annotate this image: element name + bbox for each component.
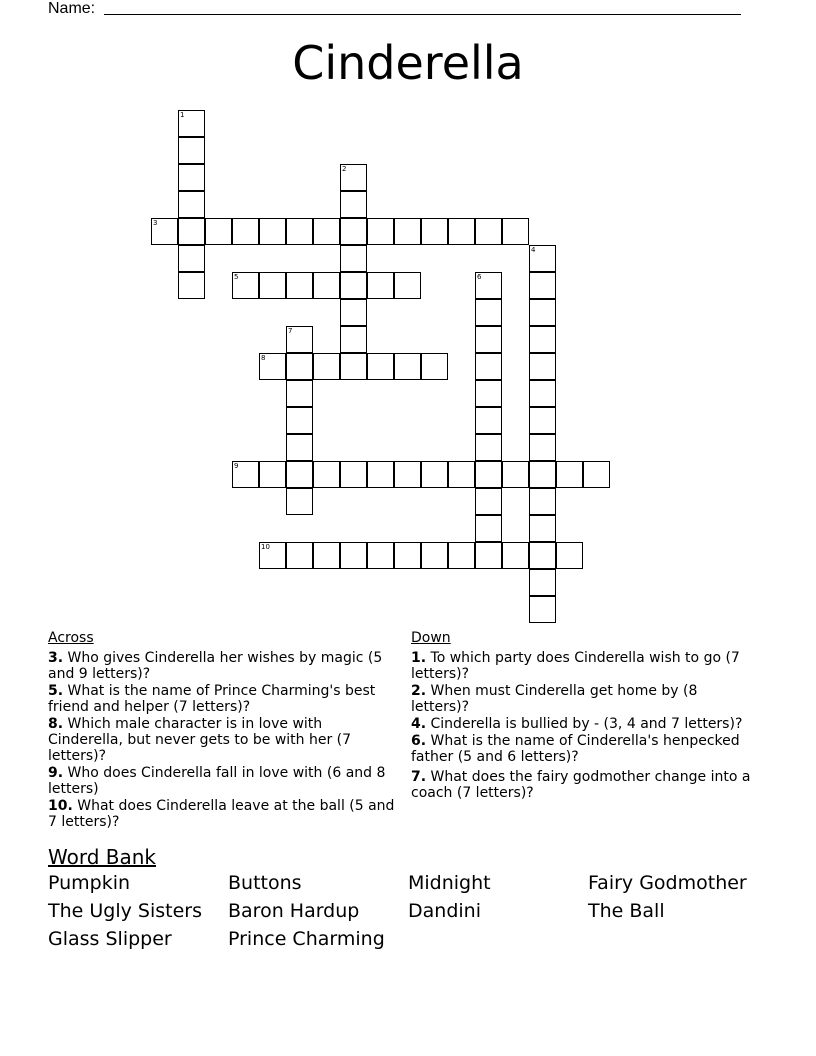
clue-number-label: 9 — [234, 462, 239, 470]
crossword-cell[interactable] — [556, 461, 583, 488]
crossword-cell[interactable] — [529, 461, 556, 488]
crossword-cell[interactable] — [475, 380, 502, 407]
across-clues — [48, 630, 396, 831]
crossword-cell[interactable] — [448, 218, 475, 245]
clue-number-label: 8 — [261, 354, 266, 362]
word-bank-item: Buttons — [228, 872, 302, 894]
crossword-cell[interactable] — [502, 542, 529, 569]
crossword-cell[interactable] — [421, 461, 448, 488]
crossword-cell[interactable] — [286, 407, 313, 434]
crossword-cell[interactable] — [286, 542, 313, 569]
crossword-cell[interactable] — [259, 218, 286, 245]
clue-text: Which male character is in love with Cinderella, but never gets to be with her (7 letters)? — [48, 716, 352, 764]
crossword-cell[interactable] — [259, 461, 286, 488]
clue-text: To which party does Cinderella wish to go (7 letters)? — [411, 650, 740, 682]
clue-number: 7. — [411, 769, 427, 785]
clue-across-10 — [48, 798, 396, 830]
word-bank-item: Fairy Godmother — [588, 872, 747, 894]
crossword-cell[interactable] — [367, 353, 394, 380]
crossword-cell[interactable] — [529, 434, 556, 461]
crossword-cell[interactable] — [340, 272, 367, 299]
clue-number-label: 7 — [288, 327, 293, 335]
crossword-cell[interactable] — [394, 461, 421, 488]
crossword-cell[interactable] — [394, 353, 421, 380]
crossword-cell[interactable] — [475, 407, 502, 434]
crossword-cell[interactable] — [178, 137, 205, 164]
clue-text: What is the name of Cinderella's henpecked father (5 and 6 letters)? — [411, 733, 740, 765]
crossword-cell[interactable] — [232, 272, 259, 299]
crossword-cell[interactable] — [286, 272, 313, 299]
clue-number-label: 2 — [342, 165, 347, 173]
crossword-cell[interactable] — [340, 299, 367, 326]
crossword-cell[interactable] — [529, 353, 556, 380]
crossword-cell[interactable] — [475, 326, 502, 353]
word-bank-heading: Word Bank — [48, 845, 156, 869]
clue-across-9 — [48, 765, 396, 797]
word-bank-item: Prince Charming — [228, 928, 385, 950]
crossword-cell[interactable] — [286, 434, 313, 461]
crossword-cell[interactable] — [583, 461, 610, 488]
crossword-cell[interactable] — [394, 272, 421, 299]
word-bank-item: Baron Hardup — [228, 900, 360, 922]
clue-number-label: 4 — [531, 246, 536, 254]
crossword-cell[interactable] — [529, 407, 556, 434]
crossword-cell[interactable] — [529, 272, 556, 299]
crossword-cell[interactable] — [259, 272, 286, 299]
crossword-cell[interactable] — [313, 353, 340, 380]
across-heading: Across — [48, 630, 94, 646]
clue-number-label: 10 — [261, 543, 270, 551]
crossword-cell[interactable] — [178, 272, 205, 299]
crossword-cell[interactable] — [475, 434, 502, 461]
crossword-cell[interactable] — [448, 461, 475, 488]
crossword-cell[interactable] — [340, 326, 367, 353]
clue-number: 4. — [411, 716, 427, 732]
crossword-cell[interactable] — [340, 353, 367, 380]
crossword-cell[interactable] — [340, 164, 367, 191]
clue-across-3 — [48, 650, 396, 682]
page-title: Cinderella — [292, 36, 524, 90]
crossword-cell[interactable] — [286, 218, 313, 245]
crossword-cell[interactable] — [313, 218, 340, 245]
crossword-cell[interactable] — [178, 245, 205, 272]
crossword-cell[interactable] — [340, 461, 367, 488]
crossword-cell[interactable] — [367, 272, 394, 299]
clue-down-2 — [411, 683, 759, 715]
down-clues — [411, 630, 759, 802]
clue-down-4 — [411, 716, 759, 732]
clue-number-label: 3 — [153, 219, 158, 227]
name-label: Name: — [48, 0, 96, 17]
crossword-cell[interactable] — [448, 542, 475, 569]
down-heading: Down — [411, 630, 451, 646]
crossword-cell[interactable] — [556, 542, 583, 569]
clue-number: 2. — [411, 683, 427, 699]
clue-number-label: 1 — [180, 111, 185, 119]
crossword-cell[interactable] — [286, 488, 313, 515]
clue-text: Who does Cinderella fall in love with (6 and 8 letters) — [48, 765, 386, 797]
crossword-cell[interactable] — [151, 218, 178, 245]
crossword-cell[interactable] — [286, 353, 313, 380]
word-bank-item: Pumpkin — [48, 872, 131, 894]
crossword-cell[interactable] — [259, 542, 286, 569]
word-bank-item: The Ball — [588, 900, 665, 922]
crossword-cell[interactable] — [313, 272, 340, 299]
crossword-cell[interactable] — [286, 461, 313, 488]
crossword-cell[interactable] — [340, 218, 367, 245]
crossword-cell[interactable] — [475, 461, 502, 488]
crossword-cell[interactable] — [286, 380, 313, 407]
crossword-cell[interactable] — [529, 596, 556, 623]
crossword-cell[interactable] — [421, 353, 448, 380]
crossword-cell[interactable] — [502, 218, 529, 245]
crossword-cell[interactable] — [313, 542, 340, 569]
crossword-cell[interactable] — [178, 164, 205, 191]
clue-text: What does the fairy godmother change into a coach (7 letters)? — [411, 769, 751, 801]
crossword-cell[interactable] — [529, 542, 556, 569]
crossword-cell[interactable] — [340, 542, 367, 569]
crossword-cell[interactable] — [421, 218, 448, 245]
crossword-cell[interactable] — [232, 461, 259, 488]
crossword-cell[interactable] — [529, 380, 556, 407]
crossword-cell[interactable] — [475, 299, 502, 326]
clue-number-label: 5 — [234, 273, 239, 281]
crossword-cell[interactable] — [340, 245, 367, 272]
clue-across-5 — [48, 683, 396, 715]
crossword-cell[interactable] — [529, 326, 556, 353]
crossword-cell[interactable] — [394, 218, 421, 245]
clue-text: What does Cinderella leave at the ball (5 and 7 letters)? — [48, 798, 395, 830]
crossword-cell[interactable] — [529, 245, 556, 272]
clue-text: What is the name of Prince Charming's best friend and helper (7 letters)? — [48, 683, 376, 715]
crossword-cell[interactable] — [475, 542, 502, 569]
crossword-cell[interactable] — [529, 299, 556, 326]
clue-across-8 — [48, 716, 396, 764]
word-bank — [48, 872, 788, 950]
clue-text: When must Cinderella get home by (8 letters)? — [411, 683, 698, 715]
word-bank-item: Glass Slipper — [48, 928, 172, 950]
clue-down-6 — [411, 733, 759, 765]
crossword-cell[interactable] — [475, 272, 502, 299]
crossword-cell[interactable] — [529, 488, 556, 515]
clue-number: 8. — [48, 716, 64, 732]
crossword-cell[interactable] — [475, 353, 502, 380]
clue-number: 9. — [48, 765, 64, 781]
clue-number: 10. — [48, 798, 73, 814]
crossword-cell[interactable] — [394, 542, 421, 569]
crossword-cell[interactable] — [367, 461, 394, 488]
clue-number: 6. — [411, 733, 427, 749]
crossword-cell[interactable] — [340, 191, 367, 218]
clue-number: 3. — [48, 650, 64, 666]
crossword-cell[interactable] — [286, 326, 313, 353]
word-bank-item: Midnight — [408, 872, 491, 894]
clue-down-7 — [411, 769, 759, 801]
word-bank-item: Dandini — [408, 900, 481, 922]
crossword-cell[interactable] — [502, 461, 529, 488]
crossword-cell[interactable] — [178, 110, 205, 137]
crossword-cell[interactable] — [475, 488, 502, 515]
crossword-cell[interactable] — [475, 218, 502, 245]
crossword-cell[interactable] — [205, 218, 232, 245]
crossword-cell[interactable] — [367, 218, 394, 245]
clue-number: 1. — [411, 650, 427, 666]
clue-text: Who gives Cinderella her wishes by magic (5 and 9 letters)? — [48, 650, 383, 682]
clue-text: Cinderella is bullied by - (3, 4 and 7 letters)? — [430, 716, 743, 732]
crossword-cell[interactable] — [367, 542, 394, 569]
word-bank-item: The Ugly Sisters — [48, 900, 202, 922]
crossword-cell[interactable] — [529, 515, 556, 542]
crossword-cell[interactable] — [313, 461, 340, 488]
crossword-cell[interactable] — [421, 542, 448, 569]
clue-down-1 — [411, 650, 759, 682]
clue-number-label: 6 — [477, 273, 482, 281]
crossword-cell[interactable] — [529, 569, 556, 596]
crossword-cell[interactable] — [259, 353, 286, 380]
crossword-cell[interactable] — [232, 218, 259, 245]
clue-number: 5. — [48, 683, 64, 699]
crossword-cell[interactable] — [178, 191, 205, 218]
crossword-cell[interactable] — [475, 515, 502, 542]
crossword-cell[interactable] — [178, 218, 205, 245]
